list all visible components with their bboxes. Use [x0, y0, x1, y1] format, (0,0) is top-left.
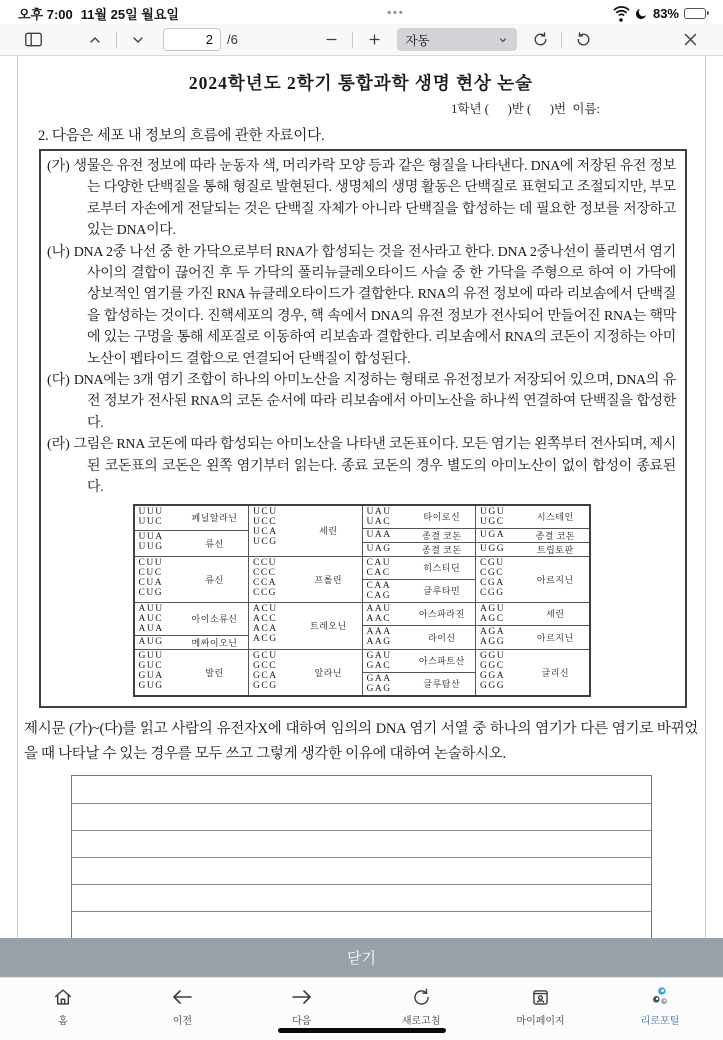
pdf-toolbar: [0, 24, 723, 56]
passage-paragraph: (나) DNA 2중 나선 중 한 가닥으로부터 RNA가 합성되는 것을 전사라고 한다. DNA 2중나선이 풀리면서 염기 사이의 결합이 끊어진 후 두 가닥의 폴리뉴클레오타이드 사슬 중 한 가닥을 주형으로 하여 이 가닥에 상보적인 염기를 가진 RNA 뉴클레오타이드가 결합한다. RNA의 유전 정보에 따라 리보솜에서 단백질을 합성하는 것이다. 진핵세포의 경우, 핵 속에서 DNA의 유전 정보가 전사되어 만들어진 RNA는 핵막에 있는 구멍을 통해 세포질로 이동하여 리보솜과 결합한다. 리보솜에서 RNA의 코돈이 지정하는 아미노산이 펩타이드 결합으로 연결되어 단백질이 합성된다.: [47, 244, 676, 367]
codon-table-cell: [362, 602, 476, 649]
home-indicator[interactable]: [278, 1028, 446, 1033]
zoom-in-button[interactable]: [361, 27, 387, 53]
codon-table-cell: [475, 556, 589, 602]
nav-label-liro-portal: 리로포털: [640, 1016, 680, 1027]
zoom-select[interactable]: [397, 28, 517, 51]
moon-icon: [635, 7, 648, 20]
nav-label-forward: 다음: [292, 1016, 312, 1027]
reload-icon[interactable]: [527, 27, 553, 53]
answer-line: [72, 803, 651, 830]
codon-entry: GAU GAC 아스파트산: [366, 650, 465, 671]
battery-percent: 83%: [652, 5, 679, 21]
forward-arrow-icon: [290, 985, 314, 1009]
codon-table-cell: [475, 506, 589, 556]
codon-table: [133, 504, 591, 697]
codon-table-cell: [475, 649, 589, 695]
passage-paragraph: (가) 생물은 유전 정보에 따라 눈동자 색, 머리카락 모양 등과 같은 형질을 나타낸다. DNA에 저장된 유전 정보는 다양한 단백질을 통해 형질로 발현된다. 생명체의 생명 활동은 단백질로 표현되고 조절되지만, 부모로부터 자손에게 전달되는 것은 단백질 자체가 아니라 단백질을 합성하는 데 필요한 정보를 저장하고 있는 DNA이다.: [47, 159, 676, 239]
codon-entry: CGU CGC CGA CGG 아르지닌: [480, 557, 574, 598]
pdf-page: [17, 56, 706, 938]
codon-table-cell: [362, 649, 476, 695]
essay-prompt: 제시문 (가)~(다)를 읽고 사람의 유전자X에 대하여 임의의 DNA 염기 서열 중 하나의 염기가 다른 염기로 바뀌었을 때 나타날 수 있는 경우를 모두 쓰고 그렇게 생각한 이유에 대하여 논술하시오.: [24, 720, 698, 762]
answer-line: [72, 857, 651, 884]
nav-item-liro-portal[interactable]: [625, 985, 695, 1027]
codon-table-cell: [362, 556, 476, 602]
zoom-select-value: 자동: [405, 33, 430, 48]
nav-item-forward[interactable]: [267, 985, 337, 1027]
battery-icon: [684, 8, 709, 19]
back-arrow-icon: [170, 985, 194, 1009]
codon-entry: AAU AAC 아스파라진: [366, 603, 465, 624]
codon-table-cell: [135, 556, 249, 602]
codon-table-cell: [248, 506, 362, 556]
nav-label-back: 이전: [172, 1016, 193, 1027]
answer-line: [72, 776, 651, 803]
status-time: 오후 7:00: [18, 6, 73, 22]
codon-entry: ACU ACC ACA ACG 트레오닌: [253, 603, 347, 644]
question-number-line: 2. 다음은 세포 내 정보의 흐름에 관한 자료이다.: [38, 128, 325, 144]
codon-entry: UCU UCC UCA UCG 세린: [253, 506, 338, 547]
codon-entry: GUU GUC GUA GUG 발린: [138, 650, 224, 691]
codon-entry: UGA 종결 코돈: [476, 528, 589, 542]
passage-paragraph: (라) 그림은 RNA 코돈에 따라 합성되는 아미노산을 나타낸 코돈표이다. 모든 염기는 왼쪽부터 전사되며, 제시된 코돈표의 코돈은 왼쪽 염기부터 읽는다. 종료 코돈의 경우 별도의 아미노산이 없이 합성이 종료된다.: [47, 437, 676, 496]
passage-paragraph: (다) DNA에는 3개 염기 조합이 하나의 아미노산을 지정하는 형태로 유전정보가 저장되어 있으며, DNA의 유전 정보가 전사된 RNA의 코돈 순서에 따라 리보솜에서 아미노산을 하나씩 연결하여 단백질을 합성한다.: [47, 373, 676, 431]
document-subtitle: 1학년 ( )반 ( )번 이름:: [451, 102, 600, 116]
codon-entry: UGU UGC 시스테인: [480, 506, 574, 527]
codon-table-cell: [135, 649, 249, 695]
answer-line: [72, 830, 651, 857]
next-page-button[interactable]: [125, 27, 151, 53]
codon-entry: CAA CAG 글루타민: [363, 579, 476, 602]
nav-item-home[interactable]: [28, 985, 98, 1027]
codon-table-cell: [248, 649, 362, 695]
codon-table-cell: [475, 602, 589, 649]
close-button-label: 닫기: [347, 950, 376, 967]
close-button[interactable]: [0, 938, 723, 977]
codon-entry: UAA 종결 코돈: [363, 528, 476, 542]
codon-entry: CAU CAC 히스티딘: [366, 557, 461, 578]
rotate-icon[interactable]: [570, 27, 596, 53]
codon-entry: UUU UUC 페닐알라닌: [138, 506, 238, 527]
nav-item-back[interactable]: [147, 985, 217, 1027]
passage-box: [39, 149, 687, 708]
codon-entry: GGU GGC GGA GGG 글리신: [480, 650, 570, 691]
nav-label-home: 홈: [58, 1016, 68, 1027]
nav-label-mypage: 마이페이지: [516, 1016, 565, 1027]
codon-table-cell: [135, 506, 249, 556]
zoom-out-button[interactable]: [318, 27, 344, 53]
bottom-nav: [0, 977, 723, 1040]
page-total: /6: [227, 32, 238, 47]
chevron-down-icon: [497, 34, 509, 46]
answer-line: [72, 911, 651, 938]
nav-item-refresh[interactable]: [386, 985, 456, 1027]
codon-entry: AAA AAG 라이신: [363, 625, 476, 649]
codon-entry: CCU CCC CCA CCG 프롤린: [253, 557, 343, 598]
codon-table-cell: [135, 602, 249, 649]
sidebar-toggle-button[interactable]: [20, 27, 46, 53]
codon-entry: UAG 종결 코돈: [363, 542, 476, 556]
refresh-icon: [411, 985, 432, 1009]
previous-page-button[interactable]: [82, 27, 108, 53]
codon-entry: AUG 메싸이오닌: [135, 635, 249, 649]
codon-entry: AUU AUC AUA 아이소류신: [138, 603, 238, 634]
passage-list: [47, 156, 676, 499]
status-bar: [0, 0, 723, 24]
close-viewer-icon[interactable]: [677, 27, 703, 53]
pdf-document-area[interactable]: [0, 56, 723, 938]
codon-entry: UUA UUG 류신: [135, 530, 249, 556]
codon-entry: AGA AGG 아르지닌: [476, 625, 589, 649]
document-title: 2024학년도 2학기 통합과학 생명 현상 논술: [188, 73, 534, 93]
nav-item-mypage[interactable]: [506, 985, 576, 1027]
codon-entry: UGG 트립토판: [476, 542, 589, 556]
codon-entry: CUU CUC CUA CUG 류신: [138, 557, 224, 598]
status-date: 11월 25일 월요일: [80, 6, 179, 22]
mypage-icon: [530, 985, 551, 1009]
answer-line: [72, 884, 651, 911]
codon-entry: UAU UAC 타이로신: [366, 506, 461, 527]
codon-table-cell: [248, 602, 362, 649]
liro-portal-icon: [649, 985, 671, 1009]
nav-label-refresh: 새로고침: [401, 1016, 441, 1027]
home-icon: [52, 985, 74, 1009]
status-ellipsis: •••: [387, 7, 405, 19]
codon-entry: AGU AGC 세린: [480, 603, 565, 624]
codon-entry: GCU GCC GCA GCG 알라닌: [253, 650, 343, 691]
codon-table-cell: [248, 556, 362, 602]
page-number-input[interactable]: [163, 28, 221, 51]
answer-box: [71, 775, 652, 939]
wifi-icon: [613, 5, 630, 22]
codon-table-cell: [362, 506, 476, 556]
codon-entry: GAA GAG 글루탐산: [363, 672, 476, 695]
